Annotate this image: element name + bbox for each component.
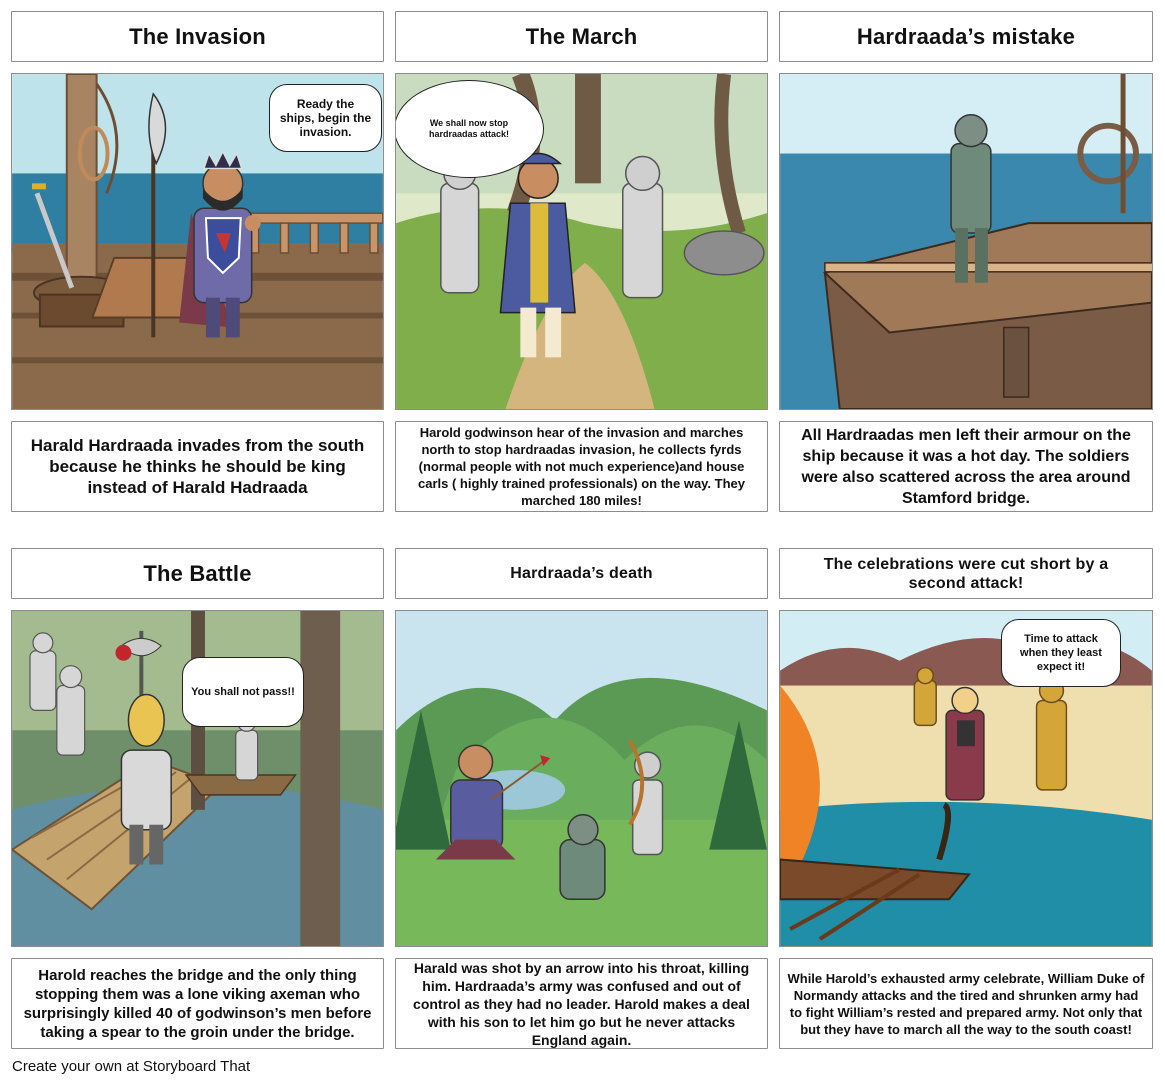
panel-6-speech-bubble: Time to attack when they least expect it! [1001,619,1121,687]
panel-4-scene [11,610,384,947]
ship-illustration [780,74,1152,409]
panel-6-title: The celebrations were cut short by a second attack! [779,548,1153,599]
panel-5-description: Harald was shot by an arrow into his throat, killing him. Hardraada’s army was confused and out of control as they had no leader. Harold makes a deal with his son to let him go but he never attacks England again. [395,958,768,1049]
panel-2-description: Harold godwinson hear of the invasion and marches north to stop hardraadas invasion, he collects fyrds (normal people with not much experience)and house carls ( highly trained professionals) on the way. They marched 180 miles! [395,421,768,512]
panel-4-title: The Battle [11,548,384,599]
panel-6-description: While Harold’s exhausted army celebrate, William Duke of Normandy attacks and the tired and shrunken army had to fight William’s rested and prepared army. Not only that but they have to march all the way to the south coast! [779,958,1153,1049]
panel-3-title: Hardraada’s mistake [779,11,1153,62]
knight-right [623,157,663,298]
panel-1-scene [11,73,384,410]
forest-clearing-illustration [396,611,767,946]
panel-4-speech-bubble: You shall not pass!! [182,657,304,727]
panel-1-description: Harald Hardraada invades from the south because he thinks he should be king instead of Harald Hadraada [11,421,384,512]
panel-1-speech-bubble: Ready the ships, begin the invasion. [269,84,382,152]
panel-4-description: Harold reaches the bridge and the only thing stopping them was a lone viking axeman who surprisingly killed 40 of godwinson’s men before taking a spear to the groin under the bridge. [11,958,384,1049]
panel-6-scene [779,610,1153,947]
panel-2-speech-bubble: We shall now stop hardraadas attack! [395,80,544,178]
panel-2-title: The March [395,11,768,62]
panel-5-scene [395,610,768,947]
panel-5-title: Hardraada’s death [395,548,768,599]
panel-1-title: The Invasion [11,11,384,62]
panel-2-scene [395,73,768,410]
panel-3-scene [779,73,1153,410]
footer-link[interactable]: Create your own at Storyboard That [12,1058,251,1075]
panel-3-description: All Hardraadas men left their armour on the ship because it was a hot day. The soldiers were also scattered across the area around Stamford bridge. [779,421,1153,512]
